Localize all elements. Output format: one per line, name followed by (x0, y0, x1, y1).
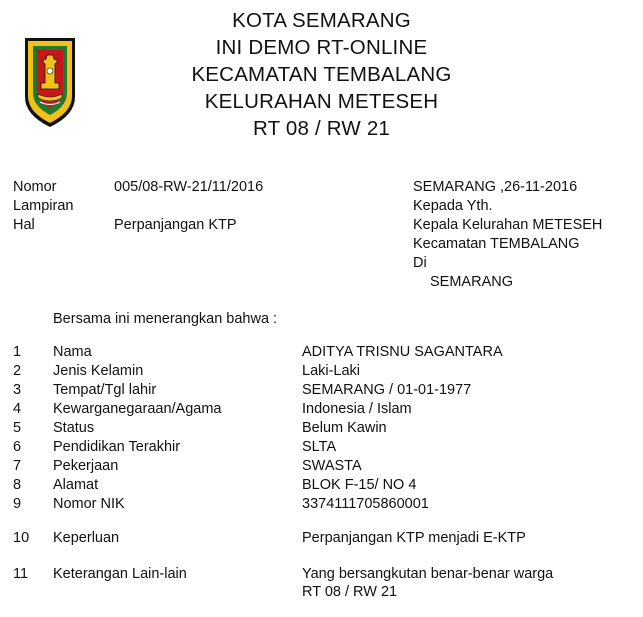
nomor-label: Nomor (13, 179, 57, 195)
field-no: 9 (13, 496, 22, 512)
field-no: 1 (13, 344, 22, 360)
field-label: Pendidikan Terakhir (53, 439, 181, 455)
field-no: 2 (13, 363, 22, 379)
field-label: Jenis Kelamin (53, 363, 144, 379)
header-line-2: INI DEMO RT-ONLINE (215, 36, 428, 59)
field-value: ADITYA TRISNU SAGANTARA (302, 344, 503, 360)
field-no: 3 (13, 382, 22, 398)
field-no: 7 (13, 458, 22, 474)
field-label: Nama (53, 344, 92, 360)
field-value: Perpanjangan KTP menjadi E-KTP (302, 530, 526, 546)
header-line-4: KELURAHAN METESEH (204, 90, 439, 113)
field-value: SWASTA (302, 458, 362, 474)
recipient-line-3: Kecamatan TEMBALANG (413, 236, 580, 252)
header-line-5: RT 08 / RW 21 (252, 117, 391, 140)
lampiran-label: Lampiran (13, 198, 74, 214)
letter-date: SEMARANG ,26-11-2016 (413, 179, 578, 195)
field-label: Status (53, 420, 95, 436)
field-label: Alamat (53, 477, 99, 493)
field-no: 6 (13, 439, 22, 455)
field-value: SEMARANG / 01-01-1977 (302, 382, 472, 398)
nomor-value: 005/08-RW-21/11/2016 (114, 179, 264, 195)
hal-value: Perpanjangan KTP (114, 217, 237, 233)
field-value: 3374111705860001 (302, 496, 429, 512)
field-label: Kewarganegaraan/Agama (53, 401, 222, 417)
field-value: Yang bersangkutan benar-benar warga (302, 566, 554, 582)
field-value: Belum Kawin (302, 420, 387, 436)
field-value-line-2: RT 08 / RW 21 (302, 584, 398, 600)
field-value: BLOK F-15/ NO 4 (302, 477, 417, 493)
header-line-1: KOTA SEMARANG (232, 9, 411, 32)
recipient-line-2: Kepala Kelurahan METESEH (413, 217, 603, 233)
field-no: 5 (13, 420, 22, 436)
field-value: Indonesia / Islam (302, 401, 412, 417)
field-label: Tempat/Tgl lahir (53, 382, 157, 398)
field-label: Pekerjaan (53, 458, 119, 474)
recipient-line-5: SEMARANG (430, 274, 513, 290)
field-no: 8 (13, 477, 22, 493)
header-line-3: KECAMATAN TEMBALANG (191, 63, 452, 86)
intro-text: Bersama ini menerangkan bahwa : (53, 311, 278, 327)
field-value: Laki-Laki (302, 363, 361, 379)
recipient-line-4: Di (413, 255, 427, 271)
hal-label: Hal (13, 217, 35, 233)
field-no: 11 (13, 566, 29, 582)
field-value: SLTA (302, 439, 337, 455)
field-label: Keperluan (53, 530, 120, 546)
field-label: Keterangan Lain-lain (53, 566, 187, 582)
field-no: 4 (13, 401, 22, 417)
recipient-line-1: Kepada Yth. (413, 198, 493, 214)
field-no: 10 (13, 530, 30, 546)
field-label: Nomor NIK (53, 496, 125, 512)
